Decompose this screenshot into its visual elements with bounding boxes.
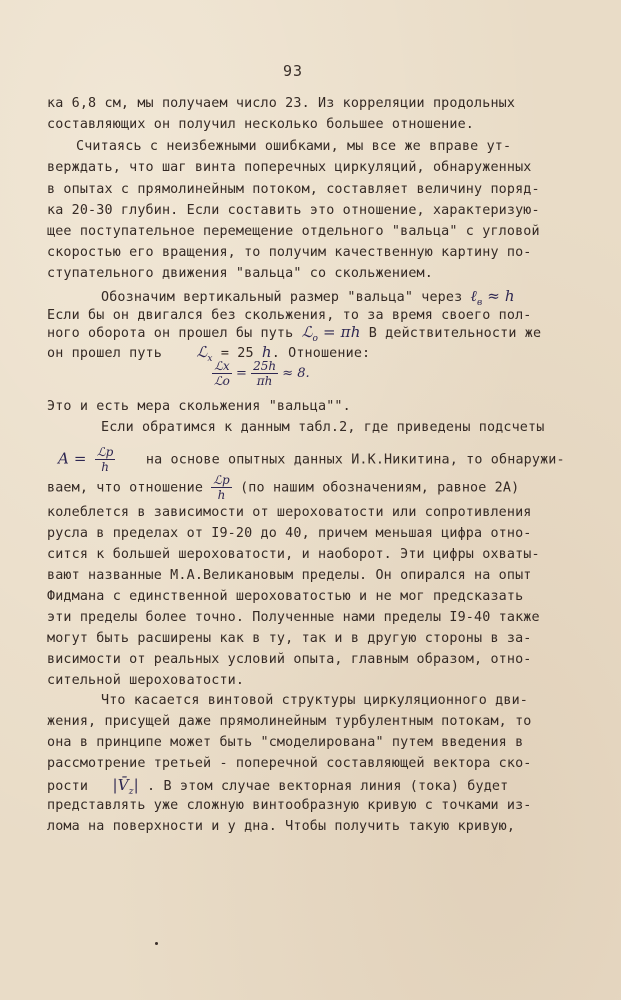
text-segment: . Отношение:	[271, 346, 371, 361]
slip-ratio-formula	[212, 360, 310, 387]
handwritten-symbol: ℒ$_o$ = πh	[301, 323, 361, 344]
text-line-33: лома на поверхности и у дна. Чтобы получить такую кривую,	[47, 819, 516, 834]
text-segment: ваем, что отношение	[47, 480, 204, 496]
paper-speck	[155, 942, 158, 945]
text-line-21: вают названные М.А.Великановым пределы. Он опирался на опыт	[47, 568, 532, 583]
text-line-2: составляющих он получил несколько большее отношение.	[47, 117, 475, 132]
text-line-5: в опытах с прямолинейным потоком, составляет величину поряд-	[47, 182, 540, 197]
text-line-25: висимости от реальных условий опыта, главным образом, отно-	[47, 652, 532, 667]
text-line-15: Если обратимся к данным табл.2, где приведены подсчеты	[101, 420, 545, 435]
text-segment: на основе опытных данных И.К.Никитина, то обнаружи-	[145, 452, 565, 468]
text-line-7: щее поступательное перемещение отдельного "вальца" с угловой	[47, 224, 540, 239]
text-line-29: она в принципе может быть "смоделирована" путем введения в	[47, 735, 524, 750]
text-line-17	[47, 474, 519, 501]
equals-sign: =	[236, 366, 247, 381]
text-line-8: скоростью его вращения, то получим качественную картину по-	[47, 245, 532, 260]
text-line-14: Это и есть мера скольжения "вальца"".	[47, 399, 351, 414]
text-segment: Обозначим вертикальный размер "вальца" через	[101, 290, 463, 305]
text-line-19: русла в пределах от I9-20 до 40, причем меньшая цифра отно-	[47, 526, 532, 541]
fraction: $\frac{25h}{\pi h}$	[253, 359, 277, 388]
text-segment: он прошел путь	[47, 346, 162, 361]
inline-fraction: $\frac{\text{ℒp}}{h}$	[213, 473, 230, 502]
text-line-27: Что касается винтовой структуры циркуляционного дви-	[101, 693, 529, 708]
text-line-3: Считаясь с неизбежными ошибками, мы все же вправе ут-	[76, 139, 512, 154]
text-line-11: Если бы он двигался без скольжения, то за время своего пол-	[47, 308, 532, 323]
handwritten-symbol: ℓ$_в$ ≈ h	[470, 287, 515, 308]
text-line-30: рассмотрение третьей - поперечной составляющей вектора ско-	[47, 756, 532, 771]
text-segment: ного оборота он прошел бы путь	[47, 326, 294, 341]
text-line-4: верждать, что шаг винта поперечных циркуляций, обнаруженных	[47, 160, 532, 175]
text-line-9: ступательного движения "вальца" со скольжением.	[47, 266, 433, 281]
text-segment: (по нашим обозначениям, равное 2A)	[240, 480, 520, 496]
text-line-32: представлять уже сложную винтообразную кривую с точками из-	[47, 798, 532, 813]
text-segment: рости	[47, 779, 89, 794]
text-segment: = 25	[212, 346, 254, 361]
text-line-6: ка 20-30 глубин. Если составить это отношение, характеризую-	[47, 203, 540, 218]
text-line-20: сится к большей шероховатости, и наоборот. Эти цифры охваты-	[47, 547, 540, 562]
formula-result: ≈ 8.	[282, 366, 310, 381]
text-line-18: колеблется в зависимости от шероховатости или сопротивления	[47, 505, 532, 520]
text-line-28: жения, присущей даже прямолинейным турбулентным потокам, то	[47, 714, 532, 729]
inline-fraction: $\frac{\text{ℒp}}{h}$	[96, 445, 114, 474]
text-line-23: эти пределы более точно. Полученные нами пределы I9-40 также	[47, 610, 540, 625]
text-line-26: сительной шероховатости.	[47, 673, 245, 688]
text-line-22: Фидмана с единственной шероховатостью и не мог предсказать	[47, 589, 524, 604]
text-segment: В действительности же	[368, 326, 542, 341]
text-line-13	[47, 344, 370, 367]
text-line-1: ка 6,8 см, мы получаем число 23. Из корреляции продольных	[47, 96, 516, 111]
text-line-24: могут быть расширены как в ту, так и в другую стороны в за-	[47, 631, 532, 646]
handwritten-symbol: h	[261, 343, 272, 361]
text-line-31	[47, 777, 508, 800]
handwritten-vector: $|V̄_z|$	[112, 776, 139, 797]
handwritten-symbol: A =	[58, 449, 87, 468]
text-segment: . В этом случае векторная линия (тока) будет	[147, 779, 509, 794]
page-number: 93	[283, 62, 304, 80]
fraction: $\frac{\text{ℒx}}{\text{ℒo}}$	[214, 359, 230, 388]
handwritten-symbol: ℒ$_x$	[196, 343, 213, 364]
text-line-16	[58, 446, 565, 473]
